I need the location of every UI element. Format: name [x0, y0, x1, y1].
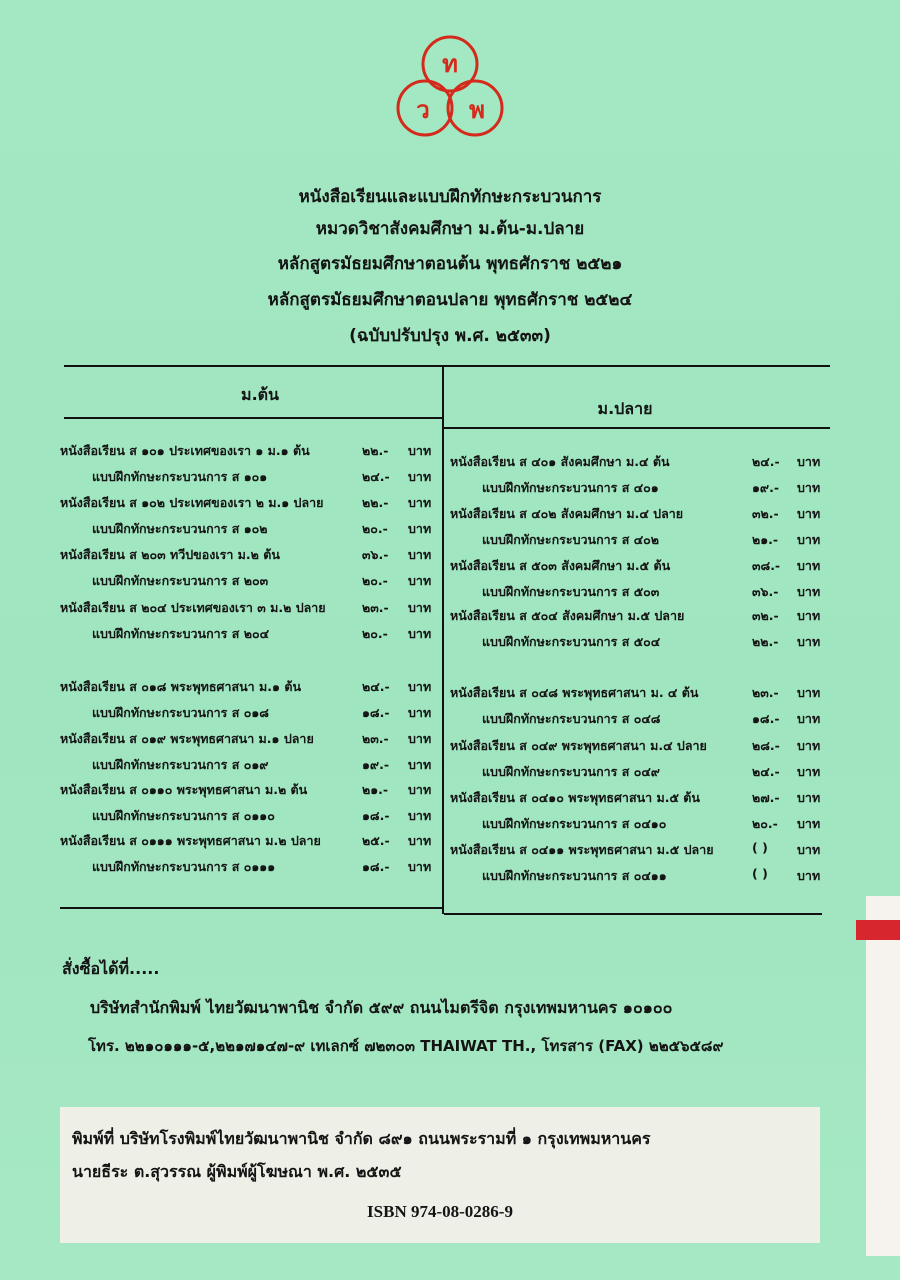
currency-unit: บาท [797, 634, 821, 649]
book-title: หนังสือเรียน ส ๐๑๘ พระพุทธศาสนา ม.๑ ต้น [60, 679, 301, 694]
curriculum-lower: หลักสูตรมัธยมศึกษาตอนต้น พุทธศักราช ๒๕๒๑ [277, 254, 623, 274]
book-title: แบบฝึกทักษะกระบวนการ ส ๐๑๑๑ [92, 859, 276, 874]
book-price: ๑๘.- [752, 711, 780, 726]
book-price: ๑๙.- [752, 480, 780, 495]
upper-secondary-book-row [0, 840, 900, 858]
upper-secondary-book-row [0, 762, 900, 780]
printer-address: พิมพ์ที่ บริษัทโรงพิมพ์ไทยวัฒนาพานิช จำกัด ๘๙๑ ถนนพระรามที่ ๑ กรุงเทพมหานคร [72, 1129, 651, 1148]
book-title: แบบฝึกทักษะกระบวนการ ส ๑๐๑ [92, 469, 268, 484]
upper-secondary-heading: ม.ปลาย [597, 399, 653, 418]
book-price: ๑๘.- [362, 859, 390, 874]
book-title: หนังสือเรียน ส ๔๐๒ สังคมศึกษา ม.๔ ปลาย [450, 506, 684, 521]
left-header-rule [64, 417, 442, 419]
book-price: ๒๒.- [362, 495, 389, 510]
book-title: แบบฝึกทักษะกระบวนการ ส ๑๐๒ [92, 521, 268, 536]
book-price: ๓๘.- [752, 558, 781, 573]
book-price: ๒๒.- [752, 634, 779, 649]
currency-unit: บาท [797, 558, 821, 573]
book-price: ๑๙.- [362, 757, 390, 772]
isbn-number: ISBN 974-08-0286-9 [367, 1202, 513, 1221]
book-title: แบบฝึกทักษะกระบวนการ ส ๒๐๔ [92, 626, 270, 641]
currency-unit: บาท [408, 443, 432, 458]
book-title: แบบฝึกทักษะกระบวนการ ส ๐๔๘ [482, 711, 661, 726]
upper-secondary-book-row [0, 736, 900, 754]
book-title: หนังสือเรียน ส ๐๑๑๐ พระพุทธศาสนา ม.๒ ต้น [60, 782, 308, 797]
upper-secondary-book-row [0, 866, 900, 884]
publisher-contact: โทร. ๒๒๑๐๑๑๑-๕,๒๒๑๗๑๔๗-๙ เทเลกซ์ ๗๒๓๐๓ THAIWAT TH., โทรสาร (FAX) ๒๒๕๖๕๘๙ [88, 1037, 724, 1055]
currency-unit: บาท [408, 859, 432, 874]
book-price: ๓๖.- [362, 547, 389, 562]
right-bottom-rule [444, 913, 822, 915]
currency-unit: บาท [797, 816, 821, 831]
book-price: ๒๘.- [752, 738, 780, 753]
subject-group: หมวดวิชาสังคมศึกษา ม.ต้น-ม.ปลาย [315, 219, 585, 239]
book-price: ๓๒.- [752, 506, 779, 521]
publisher-logo [388, 30, 512, 148]
currency-unit: บาท [797, 685, 821, 700]
book-title: หนังสือเรียน ส ๒๐๓ ทวีปของเรา ม.๒ ต้น [60, 547, 280, 562]
table-top-rule [64, 365, 830, 367]
book-price: ๒๔.- [362, 469, 390, 484]
book-title: หนังสือเรียน ส ๐๔๘ พระพุทธศาสนา ม. ๔ ต้น [450, 685, 699, 700]
book-price: ๒๓.- [362, 600, 389, 615]
book-price: ๑๘.- [362, 808, 390, 823]
currency-unit: บาท [408, 547, 432, 562]
currency-unit: บาท [408, 782, 432, 797]
book-title: แบบฝึกทักษะกระบวนการ ส ๐๔๙ [482, 764, 660, 779]
upper-secondary-book-row [0, 582, 900, 600]
book-price: ๒๓.- [752, 685, 779, 700]
currency-unit: บาท [797, 532, 821, 547]
printer-info-box [60, 1107, 820, 1243]
book-price: ๓๒.- [752, 608, 779, 623]
upper-secondary-book-row [0, 814, 900, 832]
page-edge-strip [866, 896, 900, 1256]
book-price: ๒๑.- [362, 782, 389, 797]
right-header-rule [444, 427, 830, 429]
currency-unit: บาท [797, 711, 821, 726]
book-price: ๓๖.- [752, 584, 779, 599]
book-title: หนังสือเรียน ส ๐๔๑๐ พระพุทธศาสนา ม.๕ ต้น [450, 790, 700, 805]
logo-letter-top: ท [442, 50, 458, 78]
currency-unit: บาท [408, 705, 432, 720]
book-price: ๒๔.- [752, 454, 780, 469]
currency-unit: บาท [408, 600, 432, 615]
book-title: หนังสือเรียน ส ๑๐๒ ประเทศของเรา ๒ ม.๑ ปลาย [60, 495, 324, 510]
currency-unit: บาท [797, 738, 821, 753]
currency-unit: บาท [797, 868, 821, 883]
currency-unit: บาท [408, 521, 432, 536]
upper-secondary-book-row [0, 530, 900, 548]
upper-secondary-book-row [0, 788, 900, 806]
currency-unit: บาท [797, 764, 821, 779]
book-title: หนังสือเรียน ส ๒๐๔ ประเทศของเรา ๓ ม.๒ ปลาย [60, 600, 326, 615]
currency-unit: บาท [408, 731, 432, 746]
book-title: แบบฝึกทักษะกระบวนการ ส ๕๐๔ [482, 634, 661, 649]
book-title: แบบฝึกทักษะกระบวนการ ส ๒๐๓ [92, 573, 269, 588]
currency-unit: บาท [408, 808, 432, 823]
upper-secondary-book-row [0, 504, 900, 522]
book-title: แบบฝึกทักษะกระบวนการ ส ๔๐๒ [482, 532, 660, 547]
book-title: หนังสือเรียน ส ๐๑๑๑ พระพุทธศาสนา ม.๒ ปลาย [60, 833, 321, 848]
book-price: ๒๓.- [362, 731, 389, 746]
lower-secondary-heading: ม.ต้น [241, 385, 279, 404]
upper-secondary-book-row [0, 709, 900, 727]
currency-unit: บาท [797, 790, 821, 805]
curriculum-upper: หลักสูตรมัธยมศึกษาตอนปลาย พุทธศักราช ๒๕๒๔ [267, 290, 633, 310]
currency-unit: บาท [408, 573, 432, 588]
currency-unit: บาท [408, 679, 432, 694]
logo-letter-right: พ [469, 96, 485, 124]
book-price: ๒๒.- [362, 443, 389, 458]
currency-unit: บาท [408, 495, 432, 510]
book-price: ๒๔.- [362, 679, 390, 694]
currency-unit: บาท [408, 626, 432, 641]
currency-unit: บาท [797, 842, 821, 857]
upper-secondary-book-row [0, 683, 900, 701]
book-price: ๒๐.- [752, 816, 778, 831]
book-title: หนังสือเรียน ส ๔๐๑ สังคมศึกษา ม.๔ ต้น [450, 454, 670, 469]
currency-unit: บาท [797, 480, 821, 495]
book-price: ( ) [752, 866, 768, 881]
book-title: แบบฝึกทักษะกระบวนการ ส ๐๔๑๐ [482, 816, 667, 831]
currency-unit: บาท [797, 584, 821, 599]
currency-unit: บาท [797, 608, 821, 623]
currency-unit: บาท [797, 454, 821, 469]
book-price: ( ) [752, 840, 768, 855]
order-label: สั่งซื้อได้ที่..... [62, 959, 160, 978]
book-title: หนังสือเรียน ส ๐๔๙ พระพุทธศาสนา ม.๔ ปลาย [450, 738, 707, 753]
book-title: หนังสือเรียน ส ๐๔๑๑ พระพุทธศาสนา ม.๕ ปลาย [450, 842, 714, 857]
book-price: ๒๐.- [362, 521, 388, 536]
publisher-address: บริษัทสำนักพิมพ์ ไทยวัฒนาพานิช จำกัด ๕๙๙ ถนนไมตรีจิต กรุงเทพมหานคร ๑๐๑๐๐ [90, 998, 673, 1017]
upper-secondary-book-row [0, 478, 900, 496]
bookmark-tab [856, 920, 900, 940]
currency-unit: บาท [408, 833, 432, 848]
book-price: ๒๐.- [362, 573, 388, 588]
book-price: ๒๔.- [752, 764, 780, 779]
book-price: ๒๗.- [752, 790, 780, 805]
book-price: ๒๑.- [752, 532, 779, 547]
upper-secondary-book-row [0, 452, 900, 470]
book-title: หนังสือเรียน ส ๑๐๑ ประเทศของเรา ๑ ม.๑ ต้น [60, 443, 310, 458]
series-title: หนังสือเรียนและแบบฝึกทักษะกระบวนการ [298, 187, 602, 207]
printer-publisher: นายธีระ ต.สุวรรณ ผู้พิมพ์ผู้โฆษณา พ.ศ. ๒๕๓๕ [72, 1162, 402, 1181]
left-bottom-rule [60, 907, 442, 909]
upper-secondary-book-row [0, 606, 900, 624]
upper-secondary-book-row [0, 632, 900, 650]
book-title: แบบฝึกทักษะกระบวนการ ส ๔๐๑ [482, 480, 659, 495]
book-title: แบบฝึกทักษะกระบวนการ ส ๕๐๓ [482, 584, 660, 599]
currency-unit: บาท [408, 757, 432, 772]
currency-unit: บาท [408, 469, 432, 484]
book-title: หนังสือเรียน ส ๐๑๙ พระพุทธศาสนา ม.๑ ปลาย [60, 731, 314, 746]
book-title: แบบฝึกทักษะกระบวนการ ส ๐๑๘ [92, 705, 269, 720]
book-title: หนังสือเรียน ส ๕๐๓ สังคมศึกษา ม.๕ ต้น [450, 558, 671, 573]
upper-secondary-book-row [0, 556, 900, 574]
book-price: ๒๕.- [362, 833, 390, 848]
book-price: ๑๘.- [362, 705, 390, 720]
book-title: แบบฝึกทักษะกระบวนการ ส ๐๑๙ [92, 757, 269, 772]
logo-letter-left: ว [416, 96, 430, 124]
currency-unit: บาท [797, 506, 821, 521]
book-title: หนังสือเรียน ส ๕๐๔ สังคมศึกษา ม.๕ ปลาย [450, 608, 685, 623]
book-title: แบบฝึกทักษะกระบวนการ ส ๐๑๑๐ [92, 808, 275, 823]
revision-note: (ฉบับปรับปรุง พ.ศ. ๒๕๓๓) [349, 326, 551, 346]
book-price: ๒๐.- [362, 626, 388, 641]
book-title: แบบฝึกทักษะกระบวนการ ส ๐๔๑๑ [482, 868, 667, 883]
